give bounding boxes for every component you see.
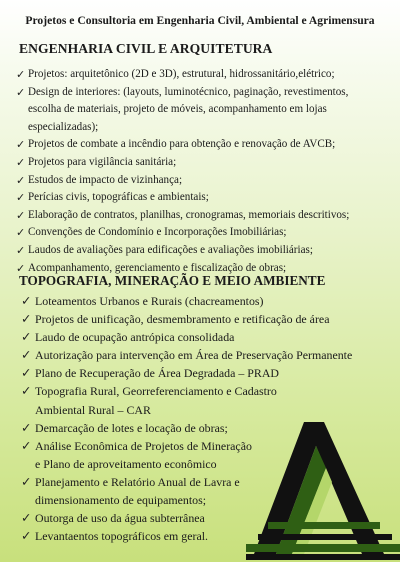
checkmark-icon: ✓ — [16, 191, 26, 205]
logo-base-green — [246, 544, 400, 552]
list-item-text: Levantaentos topográficos em geral. — [35, 529, 209, 544]
list-item — [16, 136, 400, 154]
flyer-title: Projetos e Consultoria em Engenharia Civil, Ambiental e Agrimensura — [25, 14, 375, 27]
list-item-text: Autorização para intervenção em Área de Preservação Permanente — [35, 348, 353, 363]
list-item-text: Ambiental Rural – CAR — [35, 402, 151, 417]
logo-base-black — [246, 554, 400, 560]
list-item-text: escolha de materiais, projeto de móveis, acompanhamento em lojas — [28, 103, 327, 116]
checkmark-icon: ✓ — [21, 473, 32, 489]
checkmark-icon: ✓ — [21, 311, 32, 327]
list-item — [16, 224, 400, 242]
list-item — [16, 66, 400, 84]
list-item-text: Acompanhamento, gerenciamento e fiscalização de obras; — [28, 261, 287, 274]
company-logo — [246, 404, 400, 562]
list-item-text: Análise Econômica de Projetos de Mineração — [35, 438, 252, 453]
logo-crossbar-top — [268, 522, 380, 529]
list-item-text: Planejamento e Relatório Anual de Lavra e — [35, 474, 240, 489]
list-item-text: Perícias civis, topográficas e ambientais; — [28, 191, 209, 204]
checkmark-icon: ✓ — [21, 347, 32, 363]
checkmark-icon: ✓ — [21, 437, 32, 453]
list-item-text: Design de interiores: (layouts, luminotécnico, paginação, revestimentos, — [28, 85, 349, 98]
list-item-text: Laudo de ocupação antrópica consolidada — [35, 330, 235, 345]
list-item-text: e Plano de aproveitamento econômico — [35, 456, 217, 471]
list-item-text: especializadas); — [28, 120, 99, 133]
list-item-text: dimensionamento de equipamentos; — [35, 493, 207, 508]
checkmark-icon: ✓ — [21, 329, 32, 345]
list-item — [21, 346, 400, 364]
checkmark-icon: ✓ — [21, 293, 32, 308]
checkmark-icon: ✓ — [16, 208, 26, 222]
checkmark-icon: ✓ — [21, 383, 32, 399]
list-item-text: Demarcação de lotes e locação de obras; — [35, 420, 228, 435]
checkmark-icon: ✓ — [21, 528, 32, 544]
checkmark-icon: ✓ — [21, 365, 32, 381]
list-item-text: Plano de Recuperação de Área Degradada – PRAD — [35, 366, 279, 381]
list-item — [21, 310, 400, 328]
topography-mining-heading: TOPOGRAFIA, MINERAÇÃO E MEIO AMBIENTE — [19, 273, 326, 288]
civil-architecture-heading: ENGENHARIA CIVIL E ARQUITETURA — [19, 41, 273, 56]
list-item — [21, 328, 400, 346]
list-item-text: Projetos para vigilância sanitária; — [28, 155, 177, 168]
list-item — [16, 189, 400, 207]
list-item-text: Estudos de impacto de vizinhança; — [28, 173, 183, 186]
list-item-text: Loteamentos Urbanos e Rurais (chacreamentos) — [35, 294, 264, 308]
list-item — [16, 242, 400, 260]
checkmark-icon: ✓ — [16, 155, 26, 169]
list-item-text: Outorga de uso da água subterrânea — [35, 511, 205, 526]
list-item — [16, 172, 400, 190]
list-item-text: Topografia Rural, Georreferenciamento e Cadastro — [35, 384, 277, 399]
list-item — [16, 207, 400, 225]
checkmark-icon: ✓ — [16, 173, 26, 187]
checkmark-icon: ✓ — [16, 85, 26, 99]
checkmark-icon: ✓ — [16, 138, 26, 152]
list-item — [16, 154, 400, 172]
list-item — [21, 292, 400, 310]
list-item-text: Projetos de unificação, desmembramento e retificação de área — [35, 312, 330, 327]
list-item-text: Projetos: arquitetônico (2D e 3D), estrutural, hidrossanitário,elétrico; — [28, 68, 335, 80]
list-item-text: Convenções de Condomínio e Incorporações Imobiliárias; — [28, 226, 287, 239]
checkmark-icon: ✓ — [21, 419, 32, 435]
checkmark-icon: ✓ — [21, 510, 32, 526]
list-item — [16, 84, 400, 137]
list-item-text: Laudos de avaliações para edificações e avaliações imobiliárias; — [28, 243, 313, 256]
civil-services-list — [16, 66, 400, 277]
checkmark-icon: ✓ — [16, 68, 26, 81]
checkmark-icon: ✓ — [16, 261, 26, 275]
list-item — [21, 364, 400, 382]
logo-crossbar-mid — [258, 534, 392, 540]
list-item-text: Elaboração de contratos, planilhas, cronogramas, memoriais descritivos; — [28, 208, 350, 221]
checkmark-icon: ✓ — [16, 243, 26, 257]
checkmark-icon: ✓ — [16, 226, 26, 240]
list-item-text: Projetos de combate a incêndio para obtenção e renovação de AVCB; — [28, 138, 336, 151]
letter-a-logo-mark — [246, 422, 400, 560]
